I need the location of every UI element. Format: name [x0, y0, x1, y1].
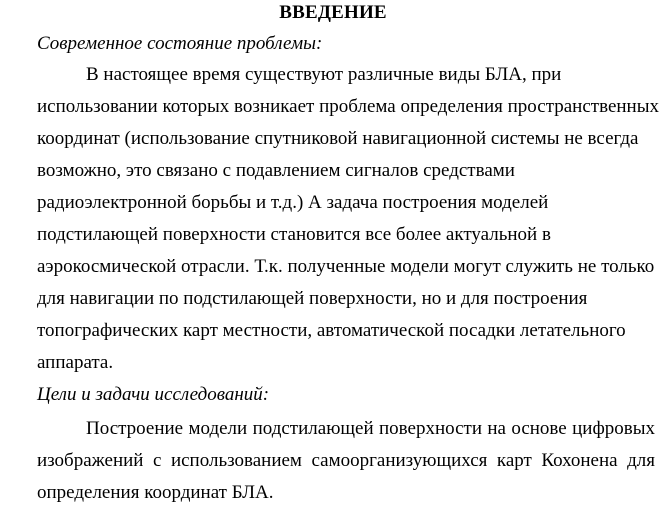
paragraph-line: В настоящее время существуют различные виды БЛА, при [86, 64, 562, 85]
paragraph-line: аэрокосмической отрасли. Т.к. полученные модели могут служить не только [37, 256, 655, 277]
paragraph-line: радиоэлектронной борьбы и т.д.) А задача построения моделей [37, 192, 549, 213]
paragraph-line: Построение модели подстилающей поверхности на основе цифровых [86, 418, 655, 439]
section-heading-goals: Цели и задачи исследований: [37, 384, 270, 405]
section-heading-current-state: Современное состояние проблемы: [37, 33, 323, 54]
paragraph-line: возможно, это связано с подавлением сигналов средствами [37, 160, 515, 181]
paragraph-line: для навигации по подстилающей поверхности, но и для построения [37, 288, 588, 309]
paragraph-line: аппарата. [37, 352, 114, 373]
paragraph-line: координат (использование спутниковой навигационной системы не всегда [37, 128, 639, 149]
paragraph-line: изображений с использованием самоорганизующихся карт Кохонена для [37, 450, 655, 471]
paragraph-line: использовании которых возникает проблема определения пространственных [37, 96, 659, 117]
document-title: ВВЕДЕНИЕ [279, 2, 387, 23]
paragraph-line: определения координат БЛА. [37, 482, 274, 503]
paragraph-line: подстилающей поверхности становится все более актуальной в [37, 224, 551, 245]
paragraph-line: топографических карт местности, автоматической посадки летательного [37, 320, 626, 341]
